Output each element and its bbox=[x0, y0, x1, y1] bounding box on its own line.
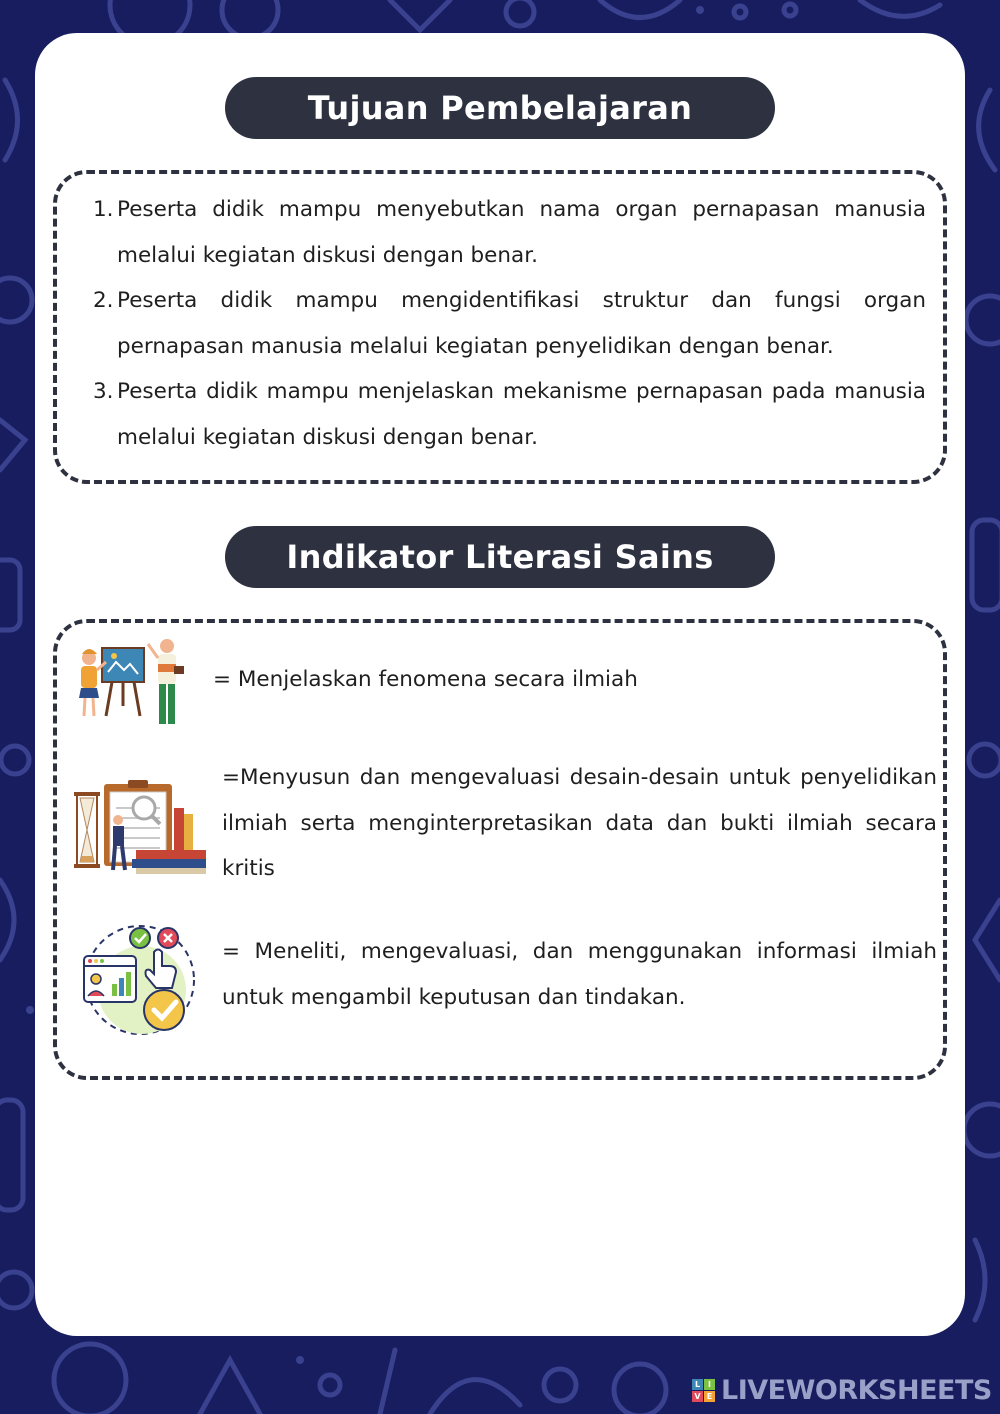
list-item bbox=[90, 187, 926, 278]
list-number: 1. bbox=[93, 197, 114, 222]
list-number: 2. bbox=[93, 288, 114, 313]
logo-text: LIVEWORKSHEETS bbox=[721, 1374, 992, 1406]
list-number: 3. bbox=[93, 379, 114, 404]
indicators-title: Indikator Literasi Sains bbox=[225, 526, 775, 588]
data-evaluation-illustration-icon bbox=[80, 922, 200, 1040]
indicator-text: =Menyusun dan mengevaluasi desain-desain untuk penyelidikan ilmiah serta menginterpretasikan data dan bukti ilmiah secara kritis bbox=[222, 765, 937, 881]
list-item bbox=[90, 369, 926, 460]
list-item bbox=[90, 278, 926, 369]
research-books-illustration-icon bbox=[70, 778, 210, 876]
presentation-illustration-icon bbox=[72, 636, 192, 728]
liveworksheets-logo bbox=[692, 1375, 992, 1405]
goals-list bbox=[90, 187, 926, 460]
goals-title: Tujuan Pembelajaran bbox=[225, 77, 775, 139]
goal-text: Peserta didik mampu mengidentifikasi struktur dan fungsi organ pernapasan manusia melalui kegiatan penyelidikan dengan benar. bbox=[117, 288, 926, 359]
goal-text: Peserta didik mampu menyebutkan nama organ pernapasan manusia melalui kegiatan diskusi dengan benar. bbox=[117, 197, 926, 268]
goal-text: Peserta didik mampu menjelaskan mekanisme pernapasan pada manusia melalui kegiatan diskusi dengan benar. bbox=[117, 379, 926, 450]
logo-mark-icon: L I V E bbox=[692, 1379, 715, 1402]
indicator-text: = Meneliti, mengevaluasi, dan menggunakan informasi ilmiah untuk mengambil keputusan dan tindakan. bbox=[222, 939, 937, 1010]
indicator-text: = Menjelaskan fenomena secara ilmiah bbox=[213, 667, 638, 692]
